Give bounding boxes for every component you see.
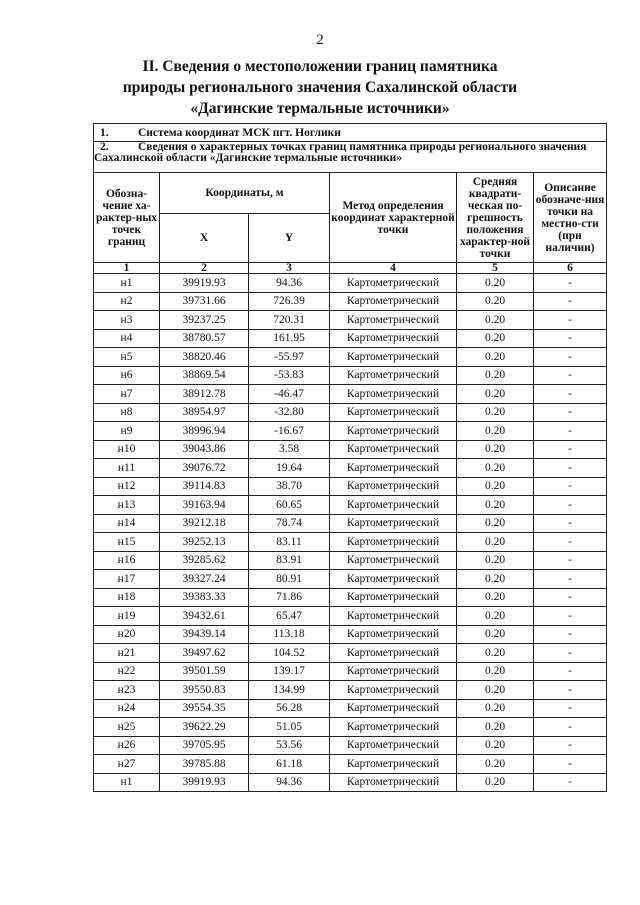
- header-y: Y: [249, 214, 330, 263]
- error-value: 0.20: [457, 644, 534, 663]
- header-error: Средняя квадрати-ческая по-грешность положения характер-ной точки: [457, 173, 534, 263]
- x-coordinate: 39501.59: [160, 662, 249, 681]
- header-point: Обозна-чение ха-рактер-ных точек границ: [94, 173, 160, 263]
- error-value: 0.20: [457, 422, 534, 441]
- x-coordinate: 39919.93: [160, 773, 249, 792]
- description: -: [534, 459, 607, 478]
- y-coordinate: 726.39: [249, 292, 330, 311]
- error-value: 0.20: [457, 736, 534, 755]
- table-row: [94, 755, 607, 774]
- method: Картометрический: [330, 607, 457, 626]
- y-coordinate: 3.58: [249, 440, 330, 459]
- x-coordinate: 39919.93: [160, 274, 249, 293]
- x-coordinate: 38912.78: [160, 385, 249, 404]
- header-row-1: [94, 173, 607, 214]
- y-coordinate: 161.95: [249, 329, 330, 348]
- point-id: н26: [94, 736, 160, 755]
- point-id: н2: [94, 292, 160, 311]
- x-coordinate: 39705.95: [160, 736, 249, 755]
- description: -: [534, 385, 607, 404]
- error-value: 0.20: [457, 533, 534, 552]
- error-value: 0.20: [457, 477, 534, 496]
- error-value: 0.20: [457, 366, 534, 385]
- error-value: 0.20: [457, 385, 534, 404]
- x-coordinate: 39076.72: [160, 459, 249, 478]
- point-id: н3: [94, 311, 160, 330]
- point-id: н18: [94, 588, 160, 607]
- y-coordinate: 104.52: [249, 644, 330, 663]
- table-row: [94, 403, 607, 422]
- method: Картометрический: [330, 366, 457, 385]
- column-number: 3: [249, 263, 330, 274]
- description: -: [534, 311, 607, 330]
- y-coordinate: -55.97: [249, 348, 330, 367]
- header-description: Описание обозначе-ния точки на местно-сти (при наличии): [534, 173, 607, 263]
- method: Картометрический: [330, 348, 457, 367]
- y-coordinate: -16.67: [249, 422, 330, 441]
- point-id: н6: [94, 366, 160, 385]
- point-id: н27: [94, 755, 160, 774]
- table-row: [94, 607, 607, 626]
- point-id: н10: [94, 440, 160, 459]
- error-value: 0.20: [457, 662, 534, 681]
- table-row: [94, 644, 607, 663]
- description: -: [534, 403, 607, 422]
- error-value: 0.20: [457, 514, 534, 533]
- coordinate-system-row: [94, 124, 607, 142]
- x-coordinate: 39731.66: [160, 292, 249, 311]
- y-coordinate: 94.36: [249, 773, 330, 792]
- description: -: [534, 551, 607, 570]
- error-value: 0.20: [457, 699, 534, 718]
- description: -: [534, 274, 607, 293]
- title-line-1: II. Сведения о местоположении границ памятника: [142, 58, 498, 75]
- title-line-2: природы регионального значения Сахалинской области: [122, 79, 518, 96]
- method: Картометрический: [330, 662, 457, 681]
- x-coordinate: 39432.61: [160, 607, 249, 626]
- column-number: 4: [330, 263, 457, 274]
- table-row: [94, 588, 607, 607]
- point-id: н19: [94, 607, 160, 626]
- header-method: Метод определения координат характерной точки: [330, 173, 457, 263]
- x-coordinate: 38954.97: [160, 403, 249, 422]
- description: -: [534, 514, 607, 533]
- y-coordinate: 51.05: [249, 718, 330, 737]
- x-coordinate: 39785.88: [160, 755, 249, 774]
- x-coordinate: 38780.57: [160, 329, 249, 348]
- method: Картометрический: [330, 755, 457, 774]
- description: -: [534, 329, 607, 348]
- error-value: 0.20: [457, 329, 534, 348]
- x-coordinate: 39550.83: [160, 681, 249, 700]
- description: -: [534, 348, 607, 367]
- y-coordinate: 134.99: [249, 681, 330, 700]
- point-id: н17: [94, 570, 160, 589]
- boundary-points-table: [93, 123, 607, 792]
- error-value: 0.20: [457, 348, 534, 367]
- method: Картометрический: [330, 477, 457, 496]
- description: -: [534, 588, 607, 607]
- point-id: н15: [94, 533, 160, 552]
- description: -: [534, 699, 607, 718]
- error-value: 0.20: [457, 607, 534, 626]
- point-id: н9: [94, 422, 160, 441]
- table-row: [94, 440, 607, 459]
- x-coordinate: 38820.46: [160, 348, 249, 367]
- table-row: [94, 533, 607, 552]
- point-id: н1: [94, 773, 160, 792]
- y-coordinate: 720.31: [249, 311, 330, 330]
- x-coordinate: 39439.14: [160, 625, 249, 644]
- info-2-number: 2.: [100, 141, 109, 153]
- table-row: [94, 773, 607, 792]
- method: Картометрический: [330, 625, 457, 644]
- method: Картометрический: [330, 514, 457, 533]
- point-id: н1: [94, 274, 160, 293]
- y-coordinate: 78.74: [249, 514, 330, 533]
- method: Картометрический: [330, 440, 457, 459]
- point-id: н16: [94, 551, 160, 570]
- method: Картометрический: [330, 459, 457, 478]
- method: Картометрический: [330, 718, 457, 737]
- x-coordinate: 39285.62: [160, 551, 249, 570]
- method: Картометрический: [330, 311, 457, 330]
- y-coordinate: 83.11: [249, 533, 330, 552]
- error-value: 0.20: [457, 588, 534, 607]
- table-row: [94, 496, 607, 515]
- method: Картометрический: [330, 422, 457, 441]
- x-coordinate: 39252.13: [160, 533, 249, 552]
- table-row: [94, 570, 607, 589]
- x-coordinate: 39327.24: [160, 570, 249, 589]
- error-value: 0.20: [457, 459, 534, 478]
- x-coordinate: 39043.86: [160, 440, 249, 459]
- method: Картометрический: [330, 773, 457, 792]
- y-coordinate: 71.86: [249, 588, 330, 607]
- description: -: [534, 366, 607, 385]
- y-coordinate: 65.47: [249, 607, 330, 626]
- x-coordinate: 39212.18: [160, 514, 249, 533]
- table-row: [94, 366, 607, 385]
- column-number: 6: [534, 263, 607, 274]
- error-value: 0.20: [457, 570, 534, 589]
- point-id: н14: [94, 514, 160, 533]
- table-row: [94, 274, 607, 293]
- method: Картометрический: [330, 533, 457, 552]
- error-value: 0.20: [457, 440, 534, 459]
- column-number-row: [94, 263, 607, 274]
- x-coordinate: 39497.62: [160, 644, 249, 663]
- point-id: н7: [94, 385, 160, 404]
- point-id: н5: [94, 348, 160, 367]
- y-coordinate: 53.56: [249, 736, 330, 755]
- method: Картометрический: [330, 292, 457, 311]
- x-coordinate: 39383.33: [160, 588, 249, 607]
- y-coordinate: 80.91: [249, 570, 330, 589]
- point-id: н13: [94, 496, 160, 515]
- y-coordinate: -46.47: [249, 385, 330, 404]
- error-value: 0.20: [457, 718, 534, 737]
- table-row: [94, 459, 607, 478]
- table-row: [94, 422, 607, 441]
- method: Картометрический: [330, 496, 457, 515]
- description: -: [534, 533, 607, 552]
- point-id: н25: [94, 718, 160, 737]
- description: -: [534, 422, 607, 441]
- y-coordinate: 61.18: [249, 755, 330, 774]
- table-row: [94, 311, 607, 330]
- description: -: [534, 736, 607, 755]
- column-number: 1: [94, 263, 160, 274]
- description: -: [534, 755, 607, 774]
- y-coordinate: 38.70: [249, 477, 330, 496]
- column-number: 5: [457, 263, 534, 274]
- point-id: н20: [94, 625, 160, 644]
- error-value: 0.20: [457, 681, 534, 700]
- table-row: [94, 385, 607, 404]
- error-value: 0.20: [457, 755, 534, 774]
- x-coordinate: 38996.94: [160, 422, 249, 441]
- point-id: н8: [94, 403, 160, 422]
- description: -: [534, 773, 607, 792]
- x-coordinate: 38869.54: [160, 366, 249, 385]
- info-1-number: 1.: [100, 126, 109, 139]
- y-coordinate: 94.36: [249, 274, 330, 293]
- error-value: 0.20: [457, 311, 534, 330]
- y-coordinate: 19.64: [249, 459, 330, 478]
- method: Картометрический: [330, 588, 457, 607]
- description: -: [534, 440, 607, 459]
- header-coords: Координаты, м: [160, 173, 330, 214]
- table-row: [94, 348, 607, 367]
- y-coordinate: -53.83: [249, 366, 330, 385]
- table-row: [94, 625, 607, 644]
- y-coordinate: -32.80: [249, 403, 330, 422]
- table-row: [94, 329, 607, 348]
- point-id: н23: [94, 681, 160, 700]
- table-row: [94, 551, 607, 570]
- description: -: [534, 644, 607, 663]
- description: -: [534, 607, 607, 626]
- x-coordinate: 39163.94: [160, 496, 249, 515]
- table-row: [94, 477, 607, 496]
- point-id: н4: [94, 329, 160, 348]
- method: Картометрический: [330, 551, 457, 570]
- method: Картометрический: [330, 699, 457, 718]
- error-value: 0.20: [457, 773, 534, 792]
- point-id: н11: [94, 459, 160, 478]
- point-id: н22: [94, 662, 160, 681]
- description: -: [534, 292, 607, 311]
- error-value: 0.20: [457, 403, 534, 422]
- table-row: [94, 514, 607, 533]
- y-coordinate: 83.91: [249, 551, 330, 570]
- description: -: [534, 718, 607, 737]
- title-line-3: «Дагинские термальные источники»: [190, 100, 450, 117]
- header-x: X: [160, 214, 249, 263]
- point-id: н24: [94, 699, 160, 718]
- method: Картометрический: [330, 329, 457, 348]
- table-row: [94, 736, 607, 755]
- points-info-text: Сведения о характерных точках границ памятника природы регионального значения Сахалинской области «Дагинские термальные источники»: [94, 141, 587, 164]
- method: Картометрический: [330, 644, 457, 663]
- point-id: н12: [94, 477, 160, 496]
- y-coordinate: 139.17: [249, 662, 330, 681]
- error-value: 0.20: [457, 496, 534, 515]
- coordinate-system-text: Система координат МСК пгт. Ноглики: [138, 126, 341, 139]
- table-row: [94, 718, 607, 737]
- description: -: [534, 625, 607, 644]
- method: Картометрический: [330, 274, 457, 293]
- description: -: [534, 570, 607, 589]
- x-coordinate: 39237.25: [160, 311, 249, 330]
- column-number: 2: [160, 263, 249, 274]
- section-title: [0, 56, 640, 119]
- error-value: 0.20: [457, 625, 534, 644]
- error-value: 0.20: [457, 292, 534, 311]
- description: -: [534, 477, 607, 496]
- page-number: 2: [316, 32, 324, 48]
- method: Картометрический: [330, 681, 457, 700]
- description: -: [534, 496, 607, 515]
- method: Картометрический: [330, 570, 457, 589]
- table-row: [94, 681, 607, 700]
- point-id: н21: [94, 644, 160, 663]
- x-coordinate: 39554.35: [160, 699, 249, 718]
- x-coordinate: 39622.29: [160, 718, 249, 737]
- description: -: [534, 681, 607, 700]
- error-value: 0.20: [457, 274, 534, 293]
- error-value: 0.20: [457, 551, 534, 570]
- description: -: [534, 662, 607, 681]
- points-info-row: [94, 142, 607, 173]
- x-coordinate: 39114.83: [160, 477, 249, 496]
- method: Картометрический: [330, 736, 457, 755]
- table-row: [94, 699, 607, 718]
- table-row: [94, 292, 607, 311]
- method: Картометрический: [330, 385, 457, 404]
- method: Картометрический: [330, 403, 457, 422]
- y-coordinate: 56.28: [249, 699, 330, 718]
- y-coordinate: 113.18: [249, 625, 330, 644]
- y-coordinate: 60.65: [249, 496, 330, 515]
- table-row: [94, 662, 607, 681]
